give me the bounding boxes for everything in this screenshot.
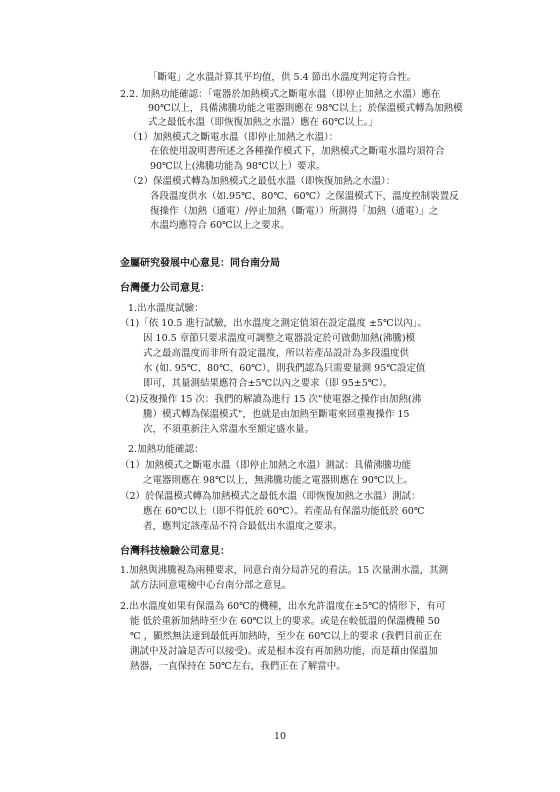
body-text-line: 復操作（加熱（通電）/停止加熱（斷電））所測得「加熱（通電）」之 — [150, 206, 439, 217]
body-text-line: 1.加熱與沸騰視為兩種要求，同意台南分局許兄的看法。15 次量測水溫，其測 — [120, 565, 449, 576]
body-text-line: （1)「依 10.5 進行試驗，出水溫度之測定值須在設定溫度 ±5℃以內」。 — [120, 318, 427, 329]
body-text-line: 者，應判定該產品不符合最低出水溫度之要求。 — [143, 521, 343, 532]
body-text-line: 「斷電」之水溫計算其平均值，供 5.4 節出水溫度判定符合性。 — [148, 72, 417, 83]
body-text-line: 因 10.5 章節只要求溫度可調整之電器設定於可啟動加熱(沸騰)模 — [143, 333, 416, 344]
body-text-line: 測試中及討論是否可以接受)。或是根本沒有再加熱功能，而是藉由保溫加 — [130, 646, 438, 657]
section-heading-sgs: 台灣科技檢驗公司意見： — [120, 546, 230, 557]
body-text-line: 90℃以上(沸騰功能為 98℃以上）要求。 — [150, 161, 326, 172]
body-text-line: 2.加熱功能確認： — [128, 444, 204, 455]
body-text-line: 在依使用說明書所述之各種操作模式下，加熱模式之斷電水溫均須符合 — [150, 146, 445, 157]
body-text-line: 1.出水溫度試驗： — [128, 303, 204, 314]
body-text-line: 各段溫度供水（如.95℃、80℃、60℃）之保溫模式下，溫度控制裝置反 — [150, 191, 459, 202]
body-text-line: （2)反複操作 15 次：我們的解讀為進行 15 次"使電器之操作由加熱(沸 — [120, 394, 422, 405]
body-text-line: 2.出水溫度如果有保溫為 60℃的機種，出水允許溫度在±5℃的情形下，有可 — [120, 601, 446, 612]
body-text-line: 水溫均應符合 60℃以上之要求。 — [150, 220, 290, 231]
section-heading-metal: 金屬研究發展中心意見：同台南分局 — [120, 258, 280, 269]
body-text-line: 水 (如. 95℃、80℃、60℃），則我們認為只需要量測 95℃設定值 — [143, 363, 426, 374]
body-text-line: （1）加熱模式之斷電水溫（即停止加熱之水溫）： — [128, 132, 339, 143]
body-text-line: （2）於保溫模式轉為加熱模式之最低水溫（即恢復加熱之水溫）測試： — [120, 491, 421, 502]
body-text-line: 式之最高溫度而非所有設定溫度，所以若產品設計為多段溫度供 — [143, 348, 410, 359]
section-heading-ul: 台灣優力公司意見： — [120, 283, 210, 294]
body-text-line: 即可，其量測結果應符合±5℃以內之要求（即 95±5℃）。 — [143, 378, 393, 389]
page-number: 10 — [273, 731, 287, 742]
body-text-line: 試方法同意電檢中心台南分部之意見。 — [130, 580, 292, 591]
body-text-line: 騰）模式轉為保溫模式"，也就是由加熱至斷電來回重複操作 15 — [143, 409, 410, 420]
body-text-line: 2.2. 加熱功能確認：「電器於加熱模式之斷電水溫（即停止加熱之水溫）應在 — [120, 89, 441, 100]
body-text-line: 次，不須重新注入常溫水至額定盛水量。 — [143, 424, 315, 435]
body-text-line: 能 低於重新加熱時至少在 60℃以上的要求。或是在較低溫的保溫機種 50 — [130, 616, 440, 627]
body-text-line: （1）加熱模式之斷電水溫（即停止加熱之水溫）測試：具備沸騰功能 — [120, 460, 412, 471]
body-text-line: 應在 60℃以上（即不得低於 60℃）。若產品有保溫功能低於 60℃ — [143, 506, 425, 517]
body-text-line: ℃ ，顯然無法達到最低再加熱時，至少在 60℃以上的要求 (我們目前正在 — [130, 631, 443, 642]
body-text-line: 式之最低水溫（即恢復加熱之水溫）應在 60℃以上。」 — [148, 117, 378, 128]
body-text-line: （2）保溫模式轉為加熱模式之最低水溫（即恢復加熱之水溫）： — [128, 176, 396, 187]
body-text-line: 90℃以上，具備沸騰功能之電器則應在 98℃以上；於保溫模式轉為加熱模 — [148, 103, 463, 114]
body-text-line: 之電器則應在 98℃以上，無沸騰功能之電器則應在 90℃以上。 — [143, 475, 413, 486]
body-text-line: 熱器，一直保持在 50℃左右，我們正在了解當中。 — [130, 661, 346, 672]
